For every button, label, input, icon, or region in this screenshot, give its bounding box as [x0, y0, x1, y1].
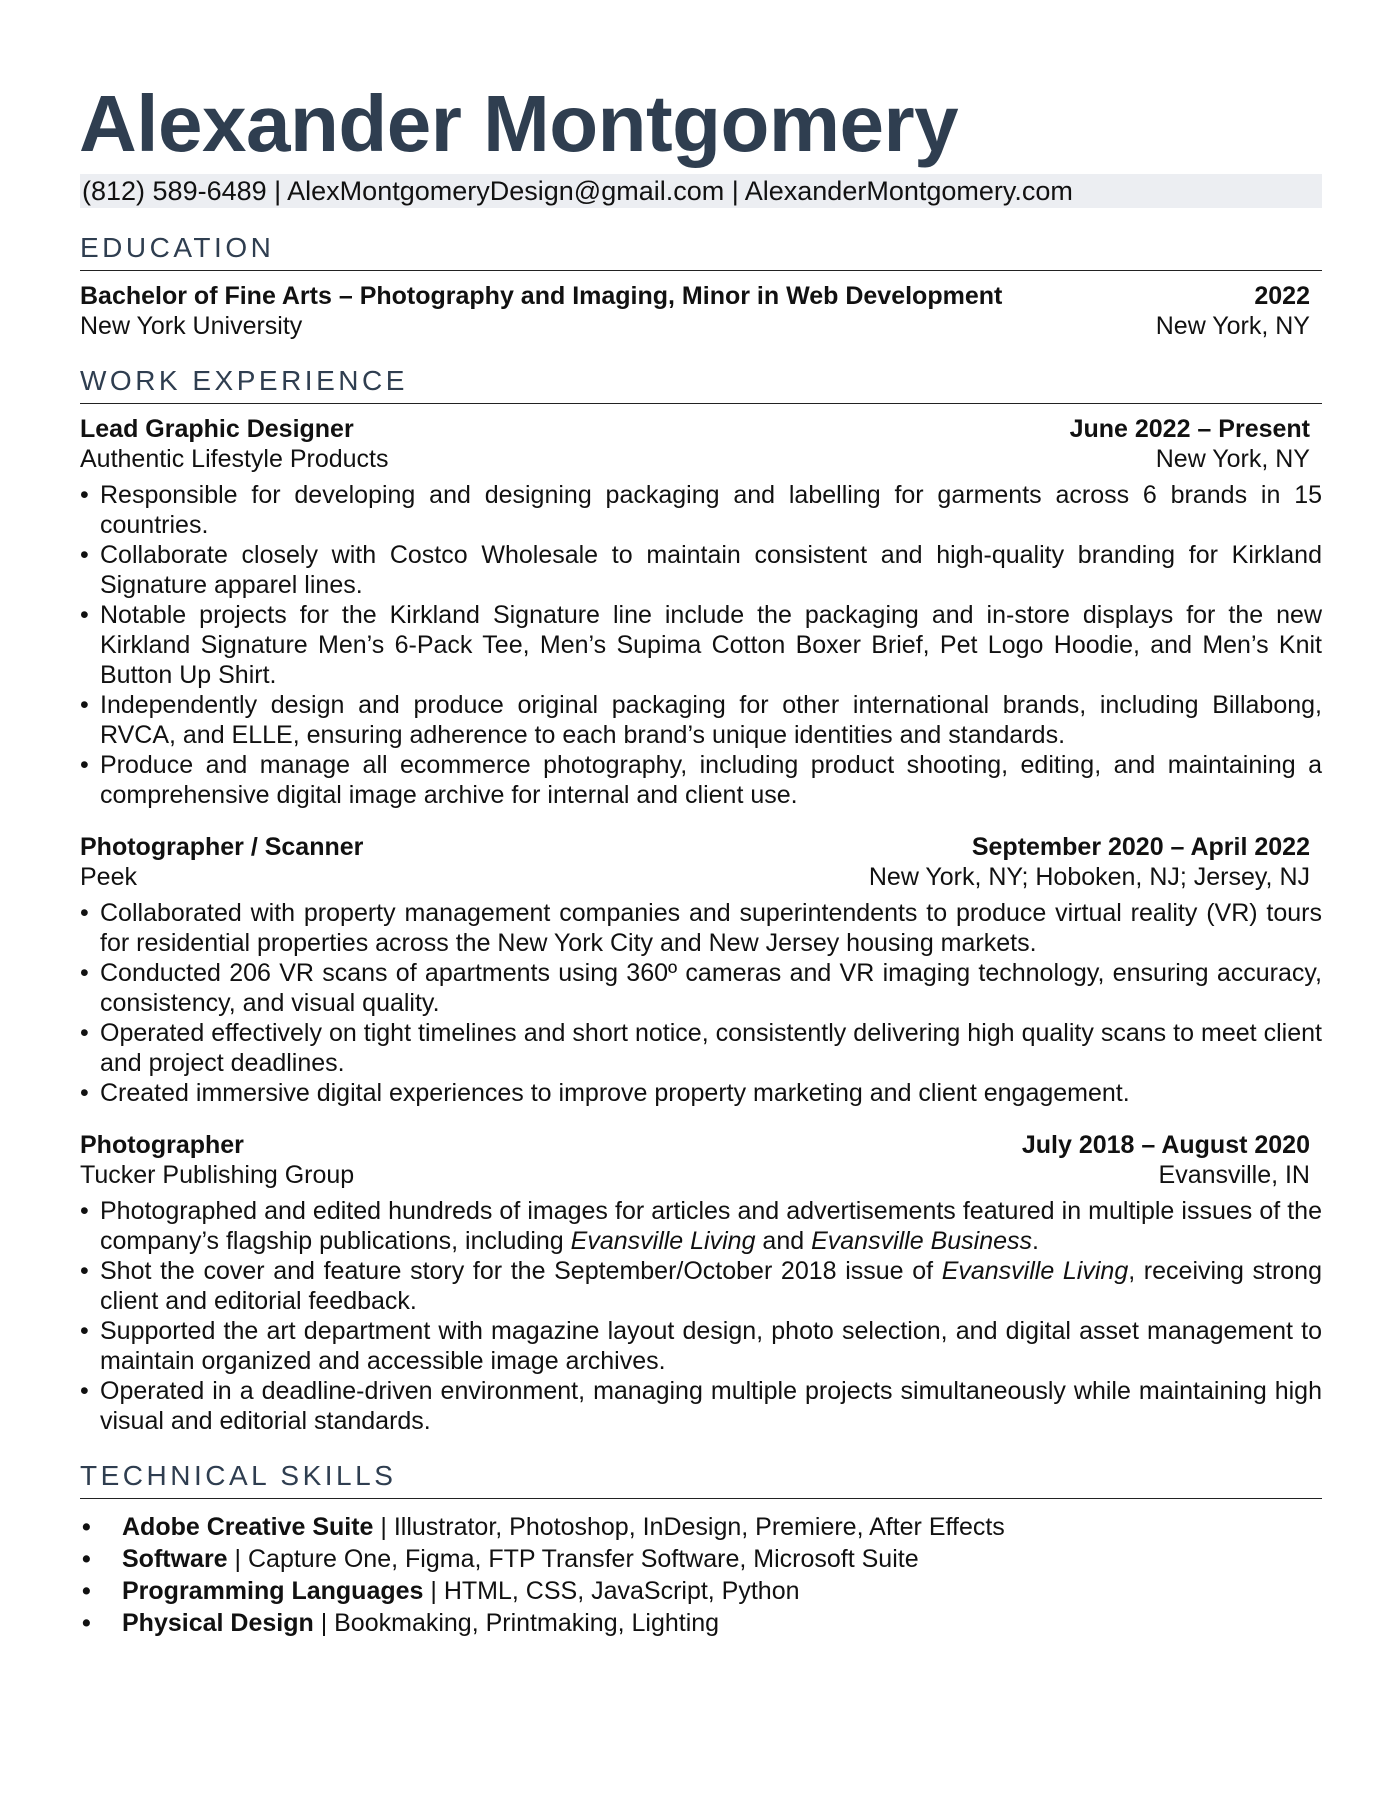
skill-label: Software [122, 1545, 228, 1573]
bullet: • Responsible for developing and designing packaging and labelling for garments across 6 brands in 15 countries. [80, 480, 1322, 540]
education-heading: EDUCATION [80, 232, 1322, 271]
job-company: Tucker Publishing Group [80, 1161, 355, 1189]
publication-title: Evansville Business [811, 1227, 1033, 1255]
bullet: • Photographed and edited hundreds of images for articles and advertisements featured in multiple issues of the company’s flagship publications, including Evansville Living and Evansville Business. [80, 1196, 1322, 1256]
job-entry [80, 1130, 1320, 1436]
bullet: • Supported the art department with magazine layout design, photo selection, and digital asset management to maintain organized and accessible image archives. [80, 1316, 1322, 1376]
job-role: Photographer / Scanner [80, 833, 364, 861]
job-role: Photographer [80, 1131, 244, 1159]
technical-skills-heading: TECHNICAL SKILLS [80, 1460, 1322, 1499]
bullet: • Shot the cover and feature story for the September/October 2018 issue of Evansville Living, receiving strong client and editorial feedback. [80, 1256, 1322, 1316]
job-role: Lead Graphic Designer [80, 415, 354, 443]
skill-item [80, 1543, 1320, 1575]
bullet: • Collaborated with property management companies and superintendents to produce virtual reality (VR) tours for residential properties across the New York City and New Jersey housing markets. [80, 898, 1322, 958]
skill-item [80, 1607, 1320, 1639]
job-dates: June 2022 – Present [1069, 415, 1310, 443]
job-location: New York, NY; Hoboken, NJ; Jersey, NJ [868, 863, 1310, 891]
skill-value: | Bookmaking, Printmaking, Lighting [313, 1609, 720, 1637]
job-bullets [80, 898, 1322, 1108]
job-location: New York, NY [1155, 445, 1310, 473]
bullet: • Operated in a deadline-driven environment, managing multiple projects simultaneously while maintaining high visual and editorial standards. [80, 1376, 1322, 1436]
skills-list [80, 1511, 1320, 1639]
publication-title: Evansville Living [570, 1227, 756, 1255]
job-bullets [80, 480, 1322, 810]
job-company: Peek [80, 863, 137, 891]
bullet: • Independently design and produce original packaging for other international brands, including Billabong, RVCA, and ELLE, ensuring adherence to each brand’s unique identities and standards. [80, 690, 1322, 750]
skill-label: Adobe Creative Suite [122, 1513, 374, 1541]
bullet: • Conducted 206 VR scans of apartments using 360º cameras and VR imaging technology, ensuring accuracy, consistency, and visual quality. [80, 958, 1322, 1018]
bullet: • Collaborate closely with Costco Wholesale to maintain consistent and high-quality branding for Kirkland Signature apparel lines. [80, 540, 1322, 600]
skill-label: Programming Languages [122, 1577, 424, 1605]
job-company: Authentic Lifestyle Products [80, 445, 389, 473]
bullet: • Created immersive digital experiences to improve property marketing and client engagement. [80, 1078, 1322, 1108]
skill-item [80, 1511, 1320, 1543]
job-entry [80, 414, 1320, 810]
job-dates: July 2018 – August 2020 [1021, 1131, 1310, 1159]
skill-label: Physical Design [122, 1609, 314, 1637]
job-bullets [80, 1196, 1322, 1436]
candidate-name: Alexander Montgomery [79, 79, 959, 168]
bullet: • Produce and manage all ecommerce photography, including product shooting, editing, and maintaining a comprehensive digital image archive for internal and client use. [80, 750, 1322, 810]
work-experience-heading: WORK EXPERIENCE [80, 365, 1322, 404]
degree: Bachelor of Fine Arts – Photography and Imaging, Minor in Web Development [80, 282, 1003, 310]
bullet: • Notable projects for the Kirkland Signature line include the packaging and in-store displays for the new Kirkland Signature Men’s 6-Pack Tee, Men’s Supima Cotton Boxer Brief, Pet Logo Hoodie, and Men’s Knit Button Up Shirt. [80, 600, 1322, 690]
skill-value: | Capture One, Figma, FTP Transfer Software, Microsoft Suite [227, 1545, 919, 1573]
skill-value: | HTML, CSS, JavaScript, Python [423, 1577, 800, 1605]
job-location: Evansville, IN [1158, 1161, 1310, 1189]
school: New York University [80, 312, 303, 340]
contact-line: (812) 589-6489 | AlexMontgomeryDesign@gmail.com | AlexanderMontgomery.com [80, 174, 1322, 208]
education-entry [80, 281, 1320, 341]
job-dates: September 2020 – April 2022 [971, 833, 1310, 861]
publication-title: Evansville Living [941, 1257, 1129, 1285]
graduation-year: 2022 [1254, 282, 1310, 310]
job-entry [80, 832, 1320, 1108]
bullet: • Operated effectively on tight timelines and short notice, consistently delivering high quality scans to meet client and project deadlines. [80, 1018, 1322, 1078]
skill-item [80, 1575, 1320, 1607]
skill-value: | Illustrator, Photoshop, InDesign, Premiere, After Effects [373, 1513, 1005, 1541]
school-location: New York, NY [1155, 312, 1310, 340]
